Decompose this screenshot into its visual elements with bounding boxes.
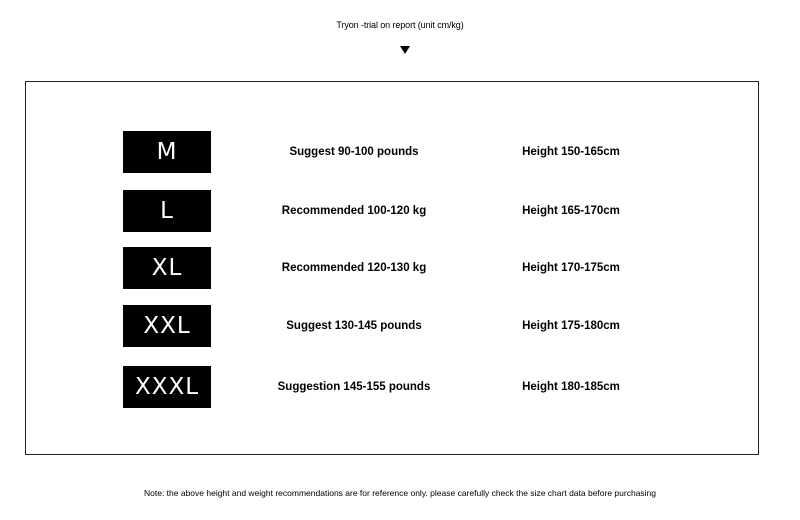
footer-note: Note: the above height and weight recommendations are for reference only. please carefully check the size chart data before purchasing <box>143 488 657 498</box>
size-row-xxxl <box>26 366 758 408</box>
size-row-xl <box>26 247 758 289</box>
height-range: Height 175-180cm <box>522 320 620 332</box>
size-label: XXL <box>123 305 211 347</box>
weight-recommendation: Recommended 100-120 kg <box>281 205 427 217</box>
page-title: Tryon -trial on report (unit cm/kg) <box>336 20 464 30</box>
height-range: Height 150-165cm <box>522 146 620 158</box>
weight-recommendation: Suggest 130-145 pounds <box>286 320 422 332</box>
weight-recommendation: Suggest 90-100 pounds <box>289 146 419 158</box>
size-row-xxl <box>26 305 758 347</box>
size-row-m <box>26 131 758 173</box>
size-label: XXXL <box>123 366 211 408</box>
size-row-l <box>26 190 758 232</box>
size-label: XL <box>123 247 211 289</box>
height-range: Height 180-185cm <box>522 381 620 393</box>
height-range: Height 170-175cm <box>522 262 620 274</box>
triangle-down-icon <box>400 46 410 54</box>
size-chart-panel <box>25 81 759 455</box>
height-range: Height 165-170cm <box>522 205 620 217</box>
weight-recommendation: Recommended 120-130 kg <box>281 262 427 274</box>
size-label: M <box>123 131 211 173</box>
size-label: L <box>123 190 211 232</box>
weight-recommendation: Suggestion 145-155 pounds <box>277 381 431 393</box>
